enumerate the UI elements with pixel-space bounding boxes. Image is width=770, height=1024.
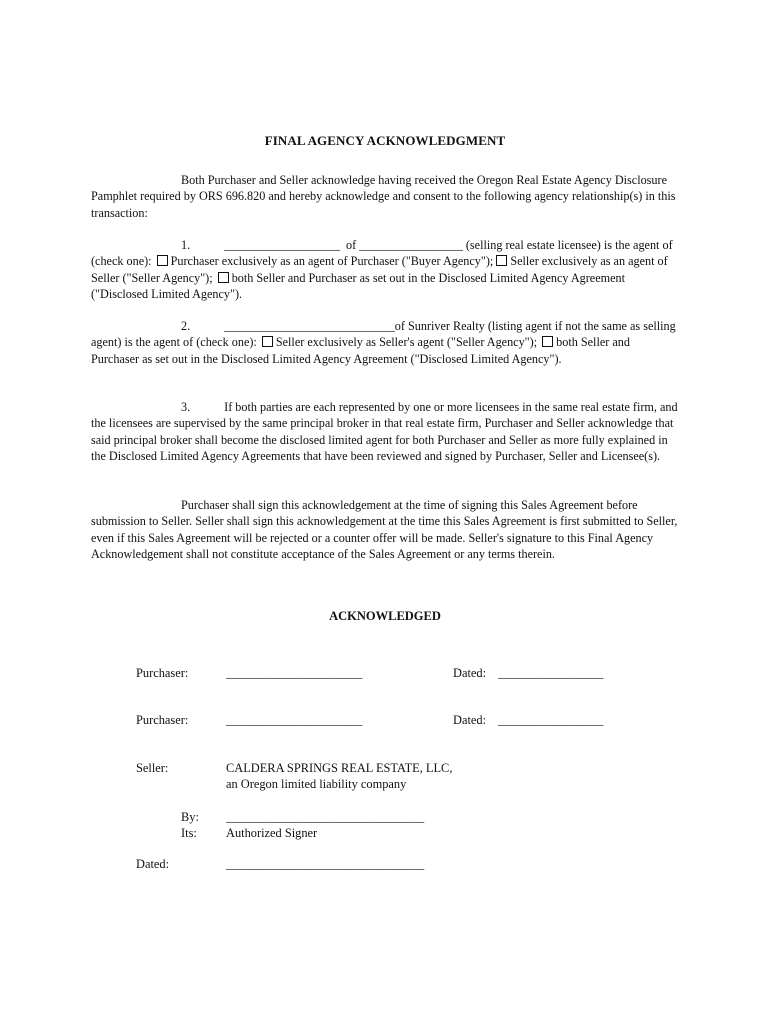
by-label: By: bbox=[181, 810, 199, 824]
item1-licensee-label: (selling real estate licensee) bbox=[465, 238, 601, 252]
purchaser-1-signature-line[interactable]: ______________________ bbox=[226, 666, 363, 680]
agency-item-1 bbox=[91, 237, 681, 303]
its-value: Authorized Signer bbox=[226, 826, 318, 840]
item1-agent-of: is the agent of (check one): bbox=[91, 238, 673, 269]
item2-both-label-cont: ("Disclosed Limited Agency"). bbox=[410, 351, 562, 366]
closing-paragraph bbox=[91, 497, 681, 563]
by-signature-line[interactable]: ________________________________ bbox=[226, 810, 425, 824]
purchaser-1-dated-line[interactable]: _________________ bbox=[498, 666, 604, 680]
purchaser-2-dated-line[interactable]: _________________ bbox=[498, 713, 604, 727]
purchaser-2-signature-line[interactable]: ______________________ bbox=[226, 713, 363, 727]
item1-both-label-cont: the Disclosed Limited Agency Agreement ("Disclosed Limited Agency"). bbox=[91, 270, 625, 302]
item2-both-checkbox[interactable] bbox=[542, 336, 553, 347]
intro-text: Both Purchaser and Seller acknowledge having received the Oregon Real Estate Agency Disclosure Pamphlet required by ORS 696.820 and hereby acknowledge and consent to the following agency relationship(s) in this transaction: bbox=[91, 173, 676, 220]
purchaser-2-label: Purchaser: bbox=[136, 713, 189, 727]
agency-item-2 bbox=[91, 318, 681, 367]
item2-seller-agency-checkbox[interactable] bbox=[262, 336, 273, 347]
item3-first-line: If both parties are each represented by one or more licensees in the same real bbox=[224, 400, 600, 414]
seller-name: CALDERA SPRINGS REAL ESTATE, LLC, bbox=[226, 761, 453, 775]
item1-firm-blank[interactable]: _________________ bbox=[359, 238, 463, 252]
item1-buyer-agency-checkbox[interactable] bbox=[157, 255, 168, 266]
item2-number: 2. bbox=[181, 319, 191, 333]
seller-description: an Oregon limited liability company bbox=[226, 777, 407, 791]
item2-text-a: of Sunriver Realty (listing agent if not the bbox=[394, 319, 599, 333]
purchaser-1-label: Purchaser: bbox=[136, 666, 189, 680]
item1-seller-agency-label: Seller exclusively as an agent of Seller ("Seller Agency"); bbox=[91, 254, 668, 285]
seller-label: Seller: bbox=[136, 761, 169, 775]
item1-number: 1. bbox=[181, 238, 191, 252]
item1-both-label: both Seller and Purchaser as set out in bbox=[231, 270, 418, 285]
its-label: Its: bbox=[181, 826, 197, 840]
seller-dated-line[interactable]: ________________________________ bbox=[226, 857, 425, 871]
acknowledged-heading: ACKNOWLEDGED bbox=[329, 609, 441, 623]
item1-seller-agency-checkbox[interactable] bbox=[496, 255, 507, 266]
intro-paragraph bbox=[91, 172, 681, 221]
purchaser-2-dated-label: Dated: bbox=[453, 713, 487, 727]
closing-text: Purchaser shall sign this acknowledgement at the time of signing this Sales Agreement before submission to Seller. Seller shall sign this acknowledgement at the time this Sales Agreement is first submitted to Seller, even if this Sales Agreement will be rejected or a counter offer will be made. Seller's signature to this Final Agency Acknowledgement shall not constitute acceptance of the Sales Agreement or any terms therein. bbox=[91, 498, 678, 562]
item2-seller-agency-label: Seller exclusively as Seller's agent ("Seller bbox=[275, 335, 485, 350]
document-title: FINAL AGENCY ACKNOWLEDGMENT bbox=[264, 133, 506, 148]
item1-of: of bbox=[346, 238, 357, 252]
item2-seller-agency-label-cont: Agency"); bbox=[486, 335, 538, 350]
item3-rest: estate firm, and the licensees are supervised by the same principal broker in that real estate firm, Purchaser and Seller acknowledge that said principal broker shall become the disclosed limited agent for both Purchaser and Seller as more fully explained in the Disclosed Limited Agency Agreements that have been reviewed and signed by Purchaser, Seller and Licensee(s). bbox=[91, 400, 678, 464]
item1-licensee-blank[interactable]: ___________________ bbox=[224, 238, 340, 252]
purchaser-1-dated-label: Dated: bbox=[453, 666, 487, 680]
item3-number: 3. bbox=[181, 400, 191, 414]
item2-both-label: both Seller and Purchaser as set out in the Disclosed Limited Agency Agreement bbox=[91, 335, 630, 366]
item2-text-b: same as selling agent) is the agent of (check one): bbox=[91, 319, 676, 350]
seller-dated-label: Dated: bbox=[136, 857, 170, 871]
item1-both-checkbox[interactable] bbox=[218, 272, 229, 283]
item2-listing-agent-blank[interactable]: ____________________________ bbox=[224, 319, 395, 333]
item1-buyer-agency-label: Purchaser exclusively as an agent of Purchaser ("Buyer Agency"); bbox=[170, 254, 494, 269]
agency-item-3 bbox=[91, 399, 681, 465]
